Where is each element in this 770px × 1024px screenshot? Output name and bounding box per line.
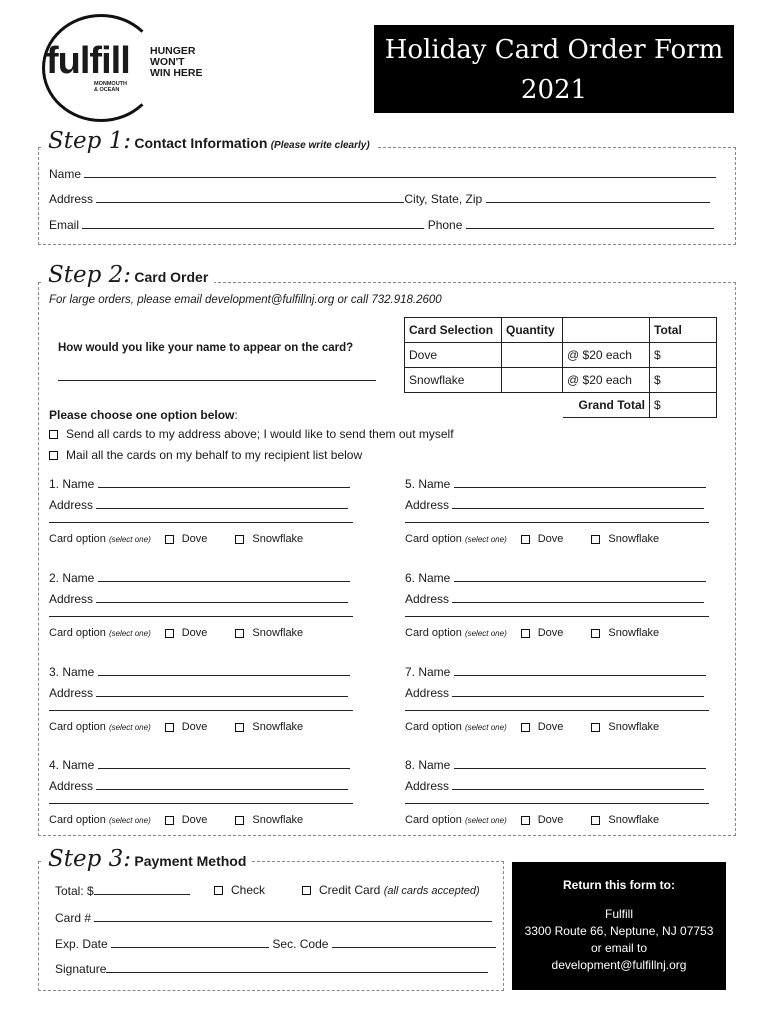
exp-date-field[interactable]: Exp. Date Sec. Code xyxy=(55,936,496,951)
return-title: Return this form to: xyxy=(563,878,675,892)
recipient-block xyxy=(405,757,715,826)
card-option-row: Card option (select one) Dove Snowflake xyxy=(405,627,660,639)
dove-option[interactable]: Dove xyxy=(165,533,208,545)
card-option-row: Card option (select one) Dove Snowflake xyxy=(49,627,304,639)
logo-subtitle: MONMOUTH & OCEAN xyxy=(94,81,127,93)
recipient-address-field[interactable]: Address xyxy=(405,497,715,512)
logo-wordmark: fulfill xyxy=(46,40,130,82)
dove-option[interactable]: Dove xyxy=(521,627,564,639)
snowflake-price: @ $20 each xyxy=(563,368,650,393)
dove-option[interactable]: Dove xyxy=(165,814,208,826)
header-total: Total xyxy=(650,318,717,343)
dove-option[interactable]: Dove xyxy=(165,721,208,733)
return-org: Fulfill xyxy=(604,907,633,921)
card-selection-table xyxy=(404,317,717,418)
snowflake-option[interactable]: Snowflake xyxy=(591,721,659,733)
recipient-address-line[interactable] xyxy=(49,710,353,711)
address-field[interactable]: Address City, State, Zip xyxy=(49,191,710,206)
card-name-line[interactable] xyxy=(58,380,376,381)
snowflake-total-cell[interactable]: $ xyxy=(650,368,717,393)
step2-heading: Step 2: Card Order xyxy=(42,262,214,288)
snowflake-option[interactable]: Snowflake xyxy=(591,533,659,545)
option-mail-on-behalf[interactable]: Mail all the cards on my behalf to my recipient list below xyxy=(49,448,362,462)
checkbox[interactable] xyxy=(214,886,223,895)
dove-quantity-cell[interactable] xyxy=(502,343,563,368)
logo-tagline: HUNGER WON'T WIN HERE xyxy=(150,45,203,79)
recipient-block xyxy=(405,664,715,733)
snowflake-option[interactable]: Snowflake xyxy=(591,814,659,826)
recipient-name-field[interactable]: 8. Name xyxy=(405,757,715,772)
card-option-row: Card option (select one) Dove Snowflake xyxy=(49,814,304,826)
dove-option[interactable]: Dove xyxy=(521,533,564,545)
return-address: 3300 Route 66, Neptune, NJ 07753 xyxy=(524,924,714,938)
return-or: or email to xyxy=(590,941,648,955)
name-field[interactable]: Name xyxy=(49,166,716,181)
checkbox[interactable] xyxy=(49,430,58,439)
checkbox[interactable] xyxy=(591,535,600,544)
checkbox[interactable] xyxy=(165,723,174,732)
recipient-address-field[interactable]: Address xyxy=(49,497,359,512)
signature-field[interactable]: Signature xyxy=(55,961,488,976)
recipient-name-field[interactable]: 7. Name xyxy=(405,664,715,679)
recipient-block xyxy=(49,476,359,545)
recipient-address-field[interactable]: Address xyxy=(405,591,715,606)
title-line-2: 2021 xyxy=(520,75,588,105)
recipient-name-field[interactable]: 1. Name xyxy=(49,476,359,491)
checkbox[interactable] xyxy=(521,629,530,638)
checkbox[interactable] xyxy=(235,629,244,638)
checkbox[interactable] xyxy=(235,816,244,825)
recipient-block xyxy=(405,570,715,639)
checkbox[interactable] xyxy=(165,629,174,638)
dove-total-cell[interactable]: $ xyxy=(650,343,717,368)
snowflake-row-label: Snowflake xyxy=(405,368,502,393)
card-option-row: Card option (select one) Dove Snowflake xyxy=(405,721,660,733)
header-quantity: Quantity xyxy=(502,318,563,343)
dove-option[interactable]: Dove xyxy=(521,721,564,733)
email-field[interactable]: Email Phone xyxy=(49,217,714,232)
recipient-address-line[interactable] xyxy=(49,616,353,617)
header-selection: Card Selection xyxy=(405,318,502,343)
checkbox[interactable] xyxy=(165,535,174,544)
recipient-block xyxy=(49,757,359,826)
dove-price: @ $20 each xyxy=(563,343,650,368)
recipient-address-line[interactable] xyxy=(405,803,709,804)
checkbox[interactable] xyxy=(591,816,600,825)
payment-total-field[interactable]: Total: $ xyxy=(55,883,190,898)
title-line-1: Holiday Card Order Form xyxy=(384,35,724,65)
form-title xyxy=(374,25,734,113)
checkbox[interactable] xyxy=(521,816,530,825)
recipient-address-line[interactable] xyxy=(49,803,353,804)
card-number-field[interactable]: Card # xyxy=(55,910,492,925)
large-orders-note: For large orders, please email development@fulfillnj.org or call 732.918.2600 xyxy=(49,294,442,306)
recipient-address-line[interactable] xyxy=(405,522,709,523)
dove-option[interactable]: Dove xyxy=(521,814,564,826)
checkbox[interactable] xyxy=(235,535,244,544)
snowflake-option[interactable]: Snowflake xyxy=(235,721,303,733)
dove-row-label: Dove xyxy=(405,343,502,368)
recipient-address-field[interactable]: Address xyxy=(49,778,359,793)
checkbox[interactable] xyxy=(591,629,600,638)
recipient-name-field[interactable]: 3. Name xyxy=(49,664,359,679)
card-option-row: Card option (select one) Dove Snowflake xyxy=(405,814,660,826)
checkbox[interactable] xyxy=(521,723,530,732)
checkbox[interactable] xyxy=(521,535,530,544)
recipient-address-line[interactable] xyxy=(49,522,353,523)
recipient-address-line[interactable] xyxy=(405,710,709,711)
checkbox[interactable] xyxy=(302,886,311,895)
recipient-address-field[interactable]: Address xyxy=(405,778,715,793)
snowflake-option[interactable]: Snowflake xyxy=(235,814,303,826)
recipient-name-field[interactable]: 6. Name xyxy=(405,570,715,585)
return-address-box xyxy=(512,862,726,990)
recipient-address-field[interactable]: Address xyxy=(49,685,359,700)
snowflake-option[interactable]: Snowflake xyxy=(235,627,303,639)
checkbox[interactable] xyxy=(591,723,600,732)
recipient-block xyxy=(49,570,359,639)
recipient-address-line[interactable] xyxy=(405,616,709,617)
snowflake-option[interactable]: Snowflake xyxy=(591,627,659,639)
credit-card-option[interactable]: Credit Card (all cards accepted) xyxy=(302,883,480,897)
checkbox[interactable] xyxy=(165,816,174,825)
recipient-block xyxy=(49,664,359,733)
recipient-name-field[interactable]: 4. Name xyxy=(49,757,359,772)
card-option-row: Card option (select one) Dove Snowflake xyxy=(405,533,660,545)
recipient-address-field[interactable]: Address xyxy=(49,591,359,606)
grand-total-cell[interactable]: $ xyxy=(650,393,717,418)
check-option[interactable]: Check xyxy=(214,883,265,897)
checkbox[interactable] xyxy=(235,723,244,732)
grand-total-label: Grand Total xyxy=(563,393,650,418)
choose-option-label: Please choose one option below: xyxy=(49,408,238,422)
recipient-block xyxy=(405,476,715,545)
card-option-row: Card option (select one) Dove Snowflake xyxy=(49,533,304,545)
dove-option[interactable]: Dove xyxy=(165,627,208,639)
snowflake-option[interactable]: Snowflake xyxy=(235,533,303,545)
step3-heading: Step 3: Payment Method xyxy=(42,846,252,872)
checkbox[interactable] xyxy=(49,451,58,460)
recipient-address-field[interactable]: Address xyxy=(405,685,715,700)
card-option-row: Card option (select one) Dove Snowflake xyxy=(49,721,304,733)
recipient-name-field[interactable]: 5. Name xyxy=(405,476,715,491)
return-email: development@fulfillnj.org xyxy=(551,958,687,972)
name-question: How would you like your name to appear on the card? xyxy=(58,342,354,354)
snowflake-quantity-cell[interactable] xyxy=(502,368,563,393)
option-send-myself[interactable]: Send all cards to my address above; I would like to send them out myself xyxy=(49,427,454,441)
recipient-name-field[interactable]: 2. Name xyxy=(49,570,359,585)
step1-heading: Step 1: Contact Information (Please write clearly) xyxy=(42,128,376,154)
